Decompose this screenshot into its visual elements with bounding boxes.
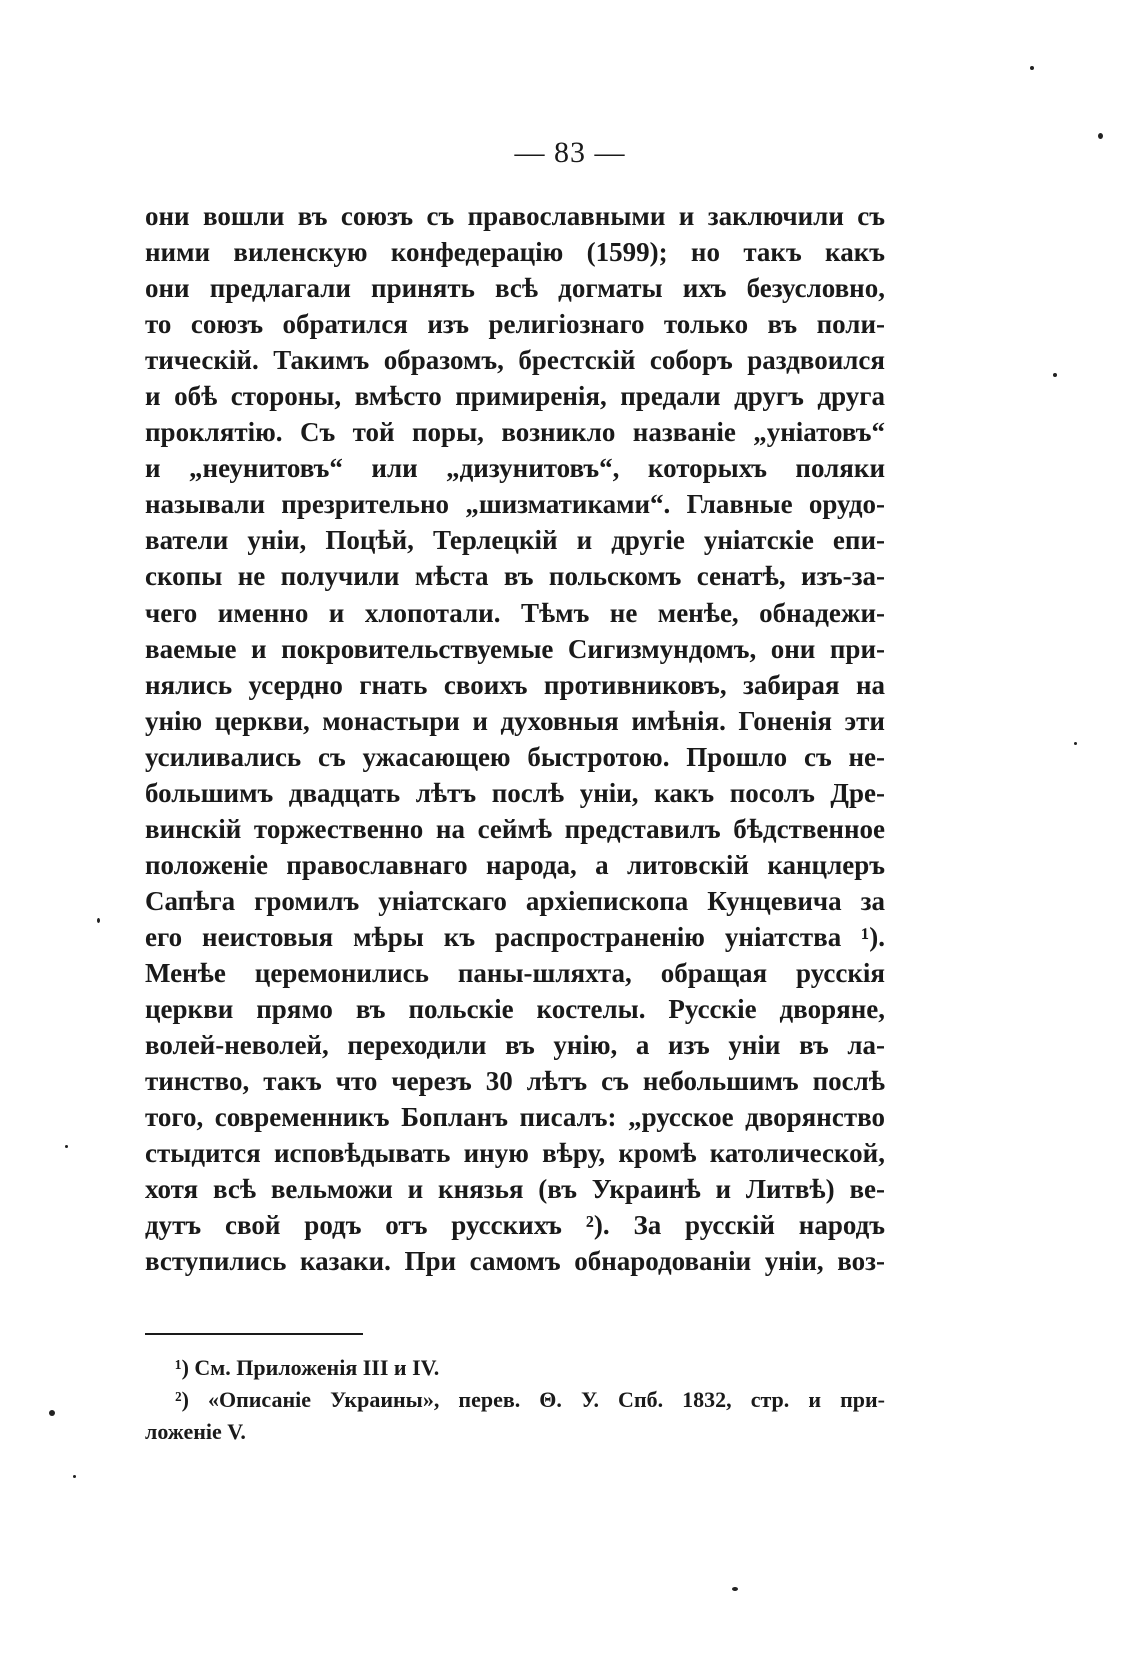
text-line: скопы не получили мѣста въ польскомъ сенатѣ, изъ-за- bbox=[145, 561, 885, 592]
scan-speck bbox=[1053, 373, 1057, 377]
text-line: тинство, такъ что черезъ 30 лѣтъ съ небольшимъ послѣ bbox=[145, 1066, 885, 1097]
text-line: унію церкви, монастыри и духовныя имѣнія. Гоненія эти bbox=[145, 705, 885, 736]
text-line: ваемые и покровительствуемые Сигизмундомъ, они при- bbox=[145, 633, 885, 664]
text-line: хотя всѣ вельможи и князья (въ Украинѣ и Литвѣ) ве- bbox=[145, 1174, 885, 1205]
scan-speck bbox=[65, 1145, 68, 1148]
text-line: то союзъ обратился изъ религіознаго только въ поли- bbox=[145, 309, 885, 340]
text-line: тическій. Такимъ образомъ, брестскій соборъ раздвоился bbox=[145, 345, 885, 376]
text-line: большимъ двадцать лѣтъ послѣ уніи, какъ посолъ Дре- bbox=[145, 777, 885, 808]
scan-speck bbox=[1030, 66, 1034, 70]
page-number: — 83 — bbox=[514, 136, 626, 169]
text-line: они вошли въ союзъ съ православными и заключили съ bbox=[145, 201, 885, 231]
text-line: проклятію. Съ той поры, возникло названіе „уніатовъ“ bbox=[145, 417, 885, 448]
footnote-2: ²) «Описаніе Украины», перев. Θ. У. Спб. 1832, стр. и при- bbox=[175, 1387, 885, 1412]
footnote-2-continuation: ложеніе V. bbox=[145, 1419, 246, 1444]
text-line: винскій торжественно на сеймѣ представилъ бѣдственное bbox=[145, 813, 885, 844]
text-line: Сапѣга громилъ уніатскаго архіепископа Кунцевича за bbox=[145, 885, 885, 916]
text-line: церкви прямо въ польскіе костелы. Русскіе дворяне, bbox=[145, 994, 885, 1025]
scan-speck bbox=[732, 1587, 738, 1591]
text-line: положеніе православнаго народа, а литовскій канцлеръ bbox=[145, 849, 885, 880]
footnote-1: ¹) См. Приложенія III и IV. bbox=[175, 1355, 440, 1380]
text-line: Менѣе церемонились паны-шляхта, обращая русскія bbox=[145, 957, 885, 988]
text-line: называли презрительно „шизматиками“. Главные орудо- bbox=[145, 489, 885, 520]
footnote-divider bbox=[145, 1333, 363, 1335]
text-line: вступились казаки. При самомъ обнародованіи уніи, воз- bbox=[145, 1246, 885, 1277]
scan-speck bbox=[1098, 133, 1103, 139]
body-text bbox=[145, 198, 885, 1279]
text-line: ватели уніи, Поцѣй, Терлецкій и другіе уніатскіе епи- bbox=[145, 525, 885, 556]
text-line: нялись усердно гнать своихъ противниковъ, забирая на bbox=[145, 669, 885, 700]
text-line: и „неунитовъ“ или „дизунитовъ“, которыхъ поляки bbox=[145, 453, 885, 484]
text-line: дутъ свой родъ отъ русскихъ ²). За русскій народъ bbox=[145, 1210, 885, 1241]
text-line: они предлагали принять всѣ догматы ихъ безусловно, bbox=[145, 273, 885, 304]
scan-speck bbox=[49, 1410, 55, 1416]
text-line: ними виленскую конфедерацію (1599); но такъ какъ bbox=[145, 237, 885, 268]
scan-speck bbox=[97, 918, 100, 923]
text-line: его неистовыя мѣры къ распространенію уніатства ¹). bbox=[145, 921, 885, 952]
scan-speck bbox=[73, 1475, 76, 1478]
text-line: и обѣ стороны, вмѣсто примиренія, предали другъ друга bbox=[145, 381, 885, 412]
scan-speck bbox=[1074, 742, 1077, 745]
footnotes bbox=[145, 1352, 885, 1448]
text-line: чего именно и хлопотали. Тѣмъ не менѣе, обнадежи- bbox=[145, 597, 885, 628]
text-line: стыдится исповѣдывать иную вѣру, кромѣ католической, bbox=[145, 1138, 885, 1169]
text-line: усиливались съ ужасающею быстротою. Прошло съ не- bbox=[145, 741, 885, 772]
text-line: того, современникъ Бопланъ писалъ: „русское дворянство bbox=[145, 1102, 885, 1133]
text-line: волей-неволей, переходили въ унію, а изъ уніи въ ла- bbox=[145, 1030, 885, 1061]
